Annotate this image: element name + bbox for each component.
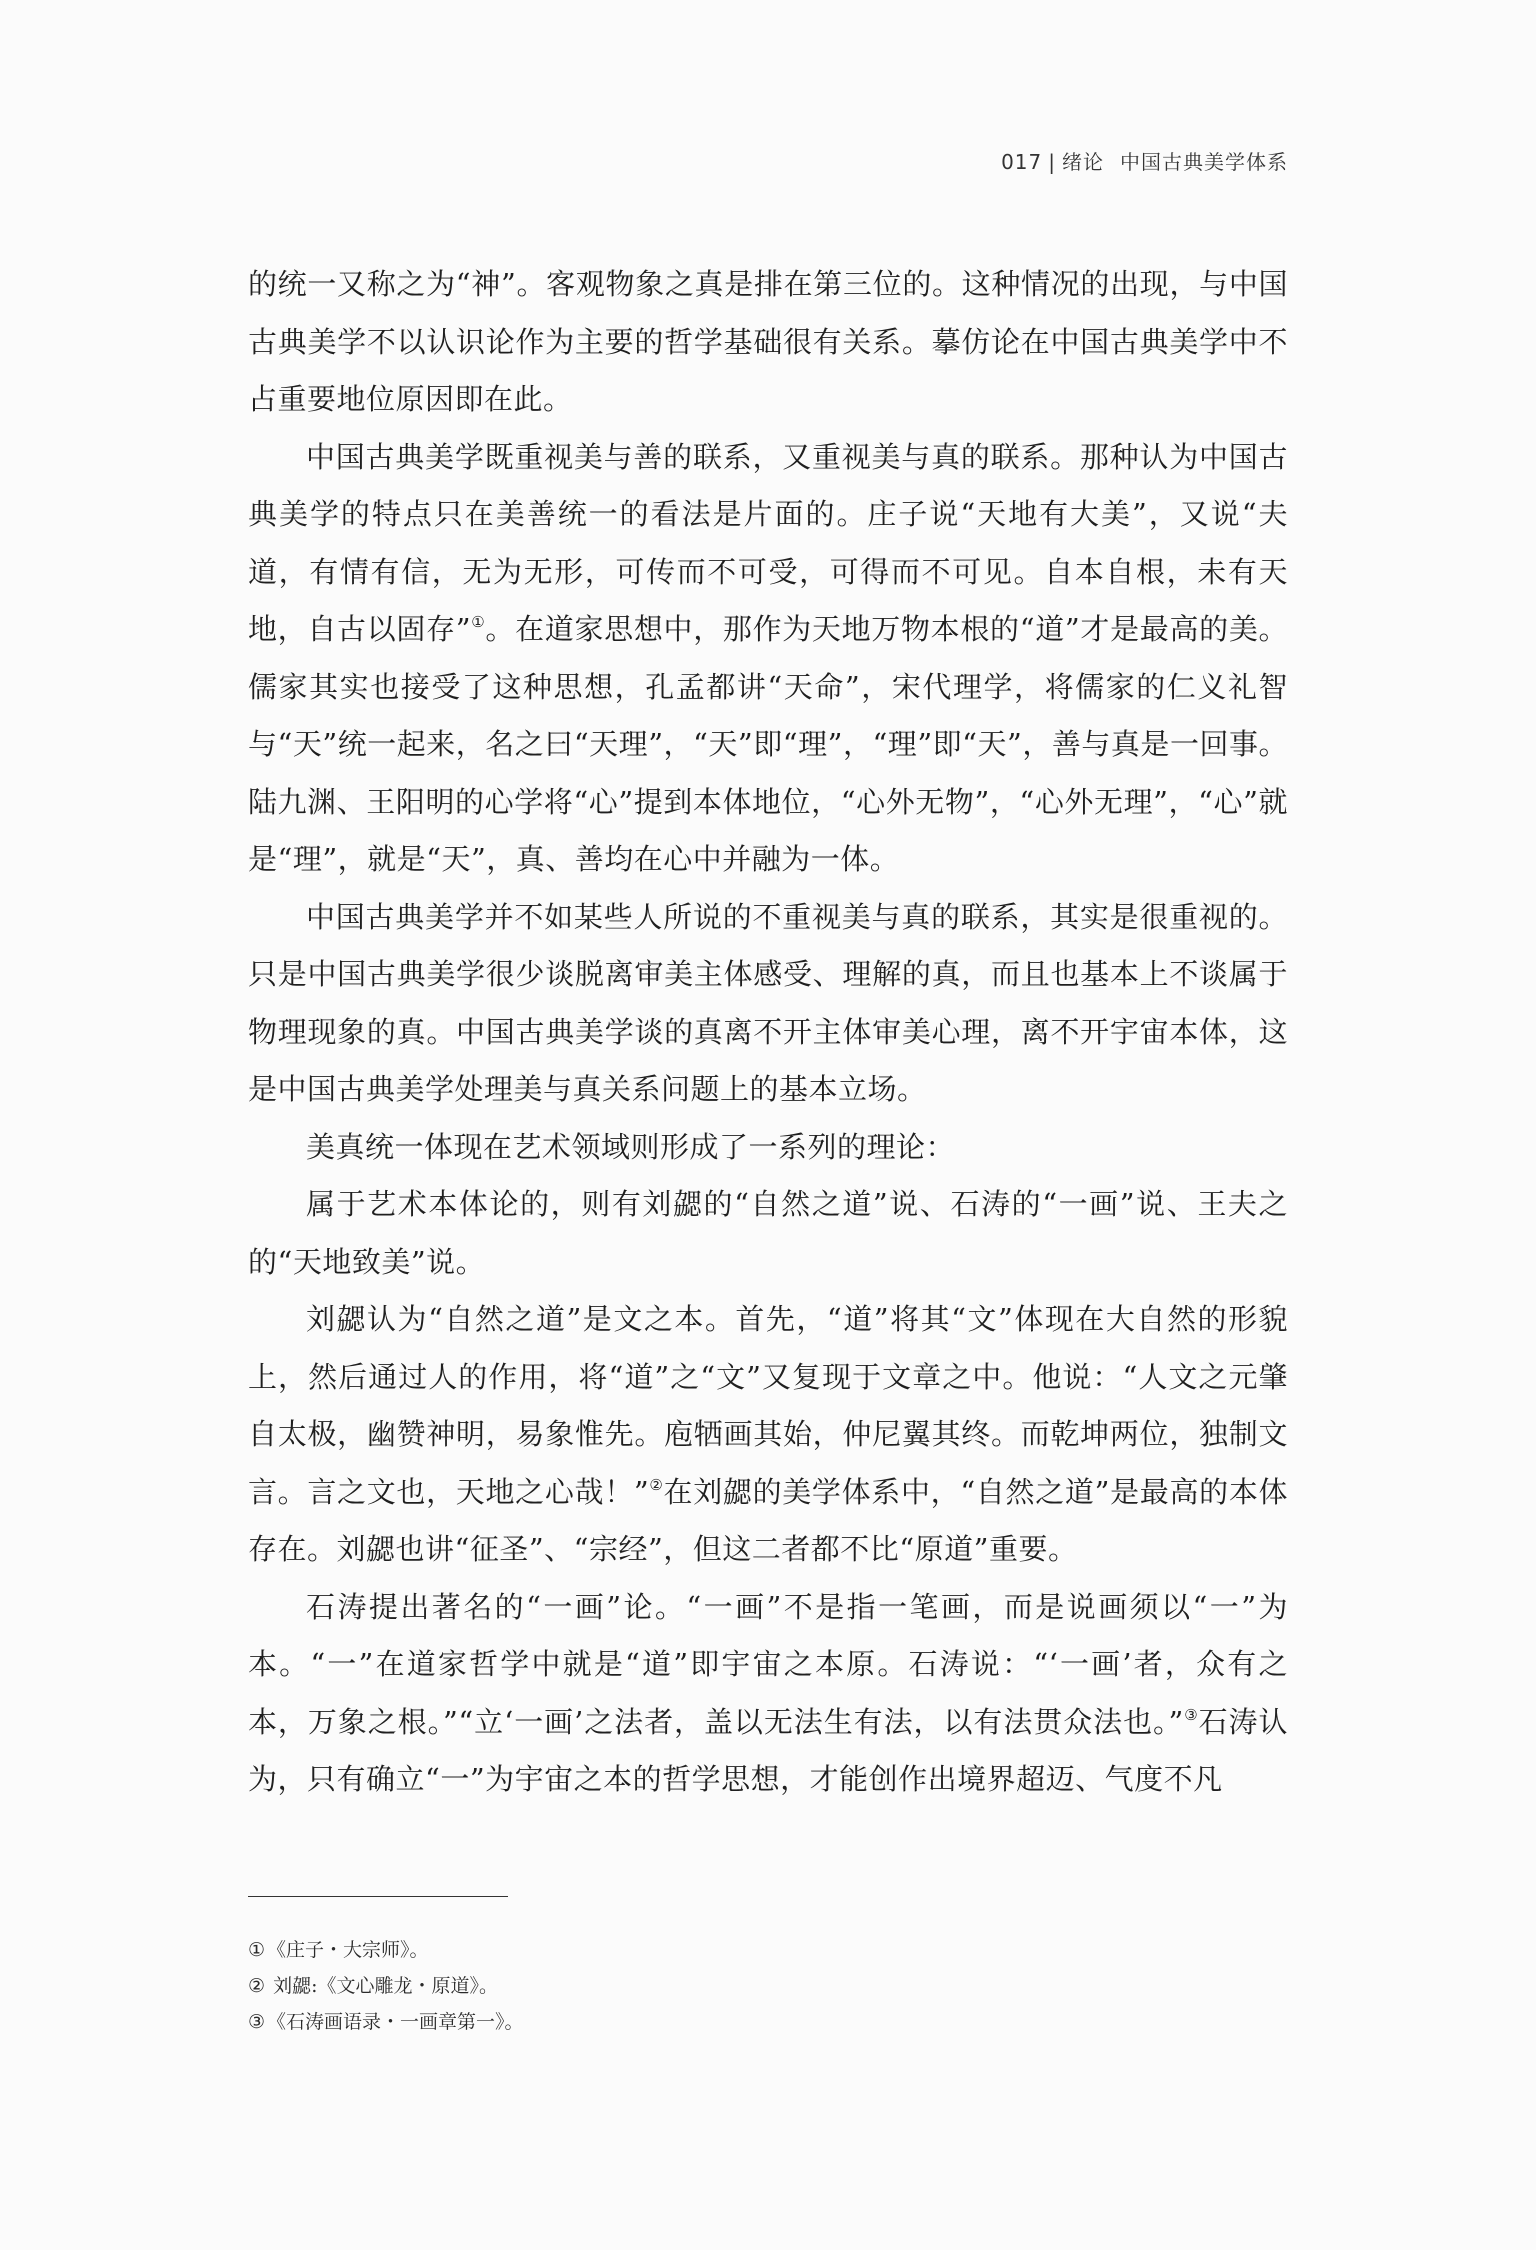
footnote-2-mark: ② <box>248 1975 266 1997</box>
paragraph-7-part-a: 石涛提出著名的“一画”论。“一画”不是指一笔画，而是说画须以“一”为本。“一”在道家哲学中就是“道”即宇宙之本原。石涛说：“‘一画’者，众有之本，万象之根。”“立‘一画’之法者，盖以无法生有法，以有法贯众法也。” <box>248 1589 1288 1739</box>
footnote-ref-3[interactable]: ③ <box>1183 1705 1199 1724</box>
book-title: 中国古典美学体系 <box>1120 150 1288 174</box>
paragraph-2-part-a: 中国古典美学既重视美与善的联系，又重视美与真的联系。那种认为中国古典美学的特点只在美善统一的看法是片面的。庄子说“天地有大美”，又说“夫道，有情有信，无为无形，可传而不可受，可得而不可见。自本自根，未有天地，自古以固存” <box>248 439 1288 646</box>
paragraph-7 <box>248 1579 1288 1809</box>
paragraph-2-part-b: 。在道家思想中，那作为天地万物本根的“道”才是最高的美。儒家其实也接受了这种思想，孔孟都讲“天命”，宋代理学，将儒家的仁义礼智与“天”统一起来，名之曰“天理”，“天”即“理”，“理”即“天”，善与真是一回事。陆九渊、王阳明的心学将“心”提到本体地位，“心外无物”，“心外无理”，“心”就是“理”，就是“天”，真、善均在心中并融为一体。 <box>248 612 1288 876</box>
paragraph-6 <box>248 1291 1288 1579</box>
paragraph-1: 的统一又称之为“神”。客观物象之真是排在第三位的。这种情况的出现，与中国古典美学不以认识论作为主要的哲学基础很有关系。摹仿论在中国古典美学中不占重要地位原因即在此。 <box>248 267 1288 416</box>
footnote-1-mark: ① <box>248 1939 266 1961</box>
footnote-2 <box>248 1968 1288 2004</box>
header-separator: | <box>1048 150 1056 174</box>
page-number: 017 <box>1001 150 1043 174</box>
paragraph-6-part-b: 在刘勰的美学体系中，“自然之道”是最高的本体存在。刘勰也讲“征圣”、“宗经”，但这二者都不比“原道”重要。 <box>248 1474 1288 1566</box>
running-header <box>900 146 1288 175</box>
footnote-divider <box>248 1896 508 1897</box>
chapter-label: 绪论 <box>1062 150 1104 174</box>
paragraph-6-part-a: 刘勰认为“自然之道”是文之本。首先，“道”将其“文”体现在大自然的形貌上，然后通过人的作用，将“道”之“文”又复现于文章之中。他说：“人文之元肇自太极，幽赞神明，易象惟先。庖牺画其始，仲尼翼其终。而乾坤两位，独制文言。言之文也，天地之心哉！” <box>248 1302 1288 1509</box>
footnote-2-text: 刘勰:《文心雕龙・原道》。 <box>267 1975 498 1997</box>
paragraph-3: 中国古典美学并不如某些人所说的不重视美与真的联系，其实是很重视的。只是中国古典美学很少谈脱离审美主体感受、理解的真，而且也基本上不谈属于物理现象的真。中国古典美学谈的真离不开主体审美心理，离不开宇宙本体，这是中国古典美学处理美与真关系问题上的基本立场。 <box>248 899 1288 1106</box>
paragraph-2 <box>248 429 1288 889</box>
footnote-3-mark: ③ <box>248 2011 266 2033</box>
body-text <box>248 256 1288 1809</box>
footnote-3-text: 《石涛画语录・一画章第一》。 <box>267 2011 524 2033</box>
paragraph-4: 美真统一体现在艺术领域则形成了一系列的理论： <box>306 1129 956 1164</box>
footnote-1-text: 《庄子・大宗师》。 <box>267 1939 429 1961</box>
footnote-ref-2[interactable]: ② <box>649 1475 664 1494</box>
footnotes <box>248 1932 1288 2040</box>
paragraph-7-part-b: 石涛认为，只有确立“一”为宇宙之本的哲学思想，才能创作出境界超迈、气度不凡 <box>248 1704 1288 1796</box>
footnote-1 <box>248 1932 1288 1968</box>
footnote-ref-1[interactable]: ① <box>471 613 486 631</box>
paragraph-5: 属于艺术本体论的，则有刘勰的“自然之道”说、石涛的“一画”说、王夫之的“天地致美”说。 <box>248 1187 1288 1279</box>
footnote-3 <box>248 2004 1288 2040</box>
